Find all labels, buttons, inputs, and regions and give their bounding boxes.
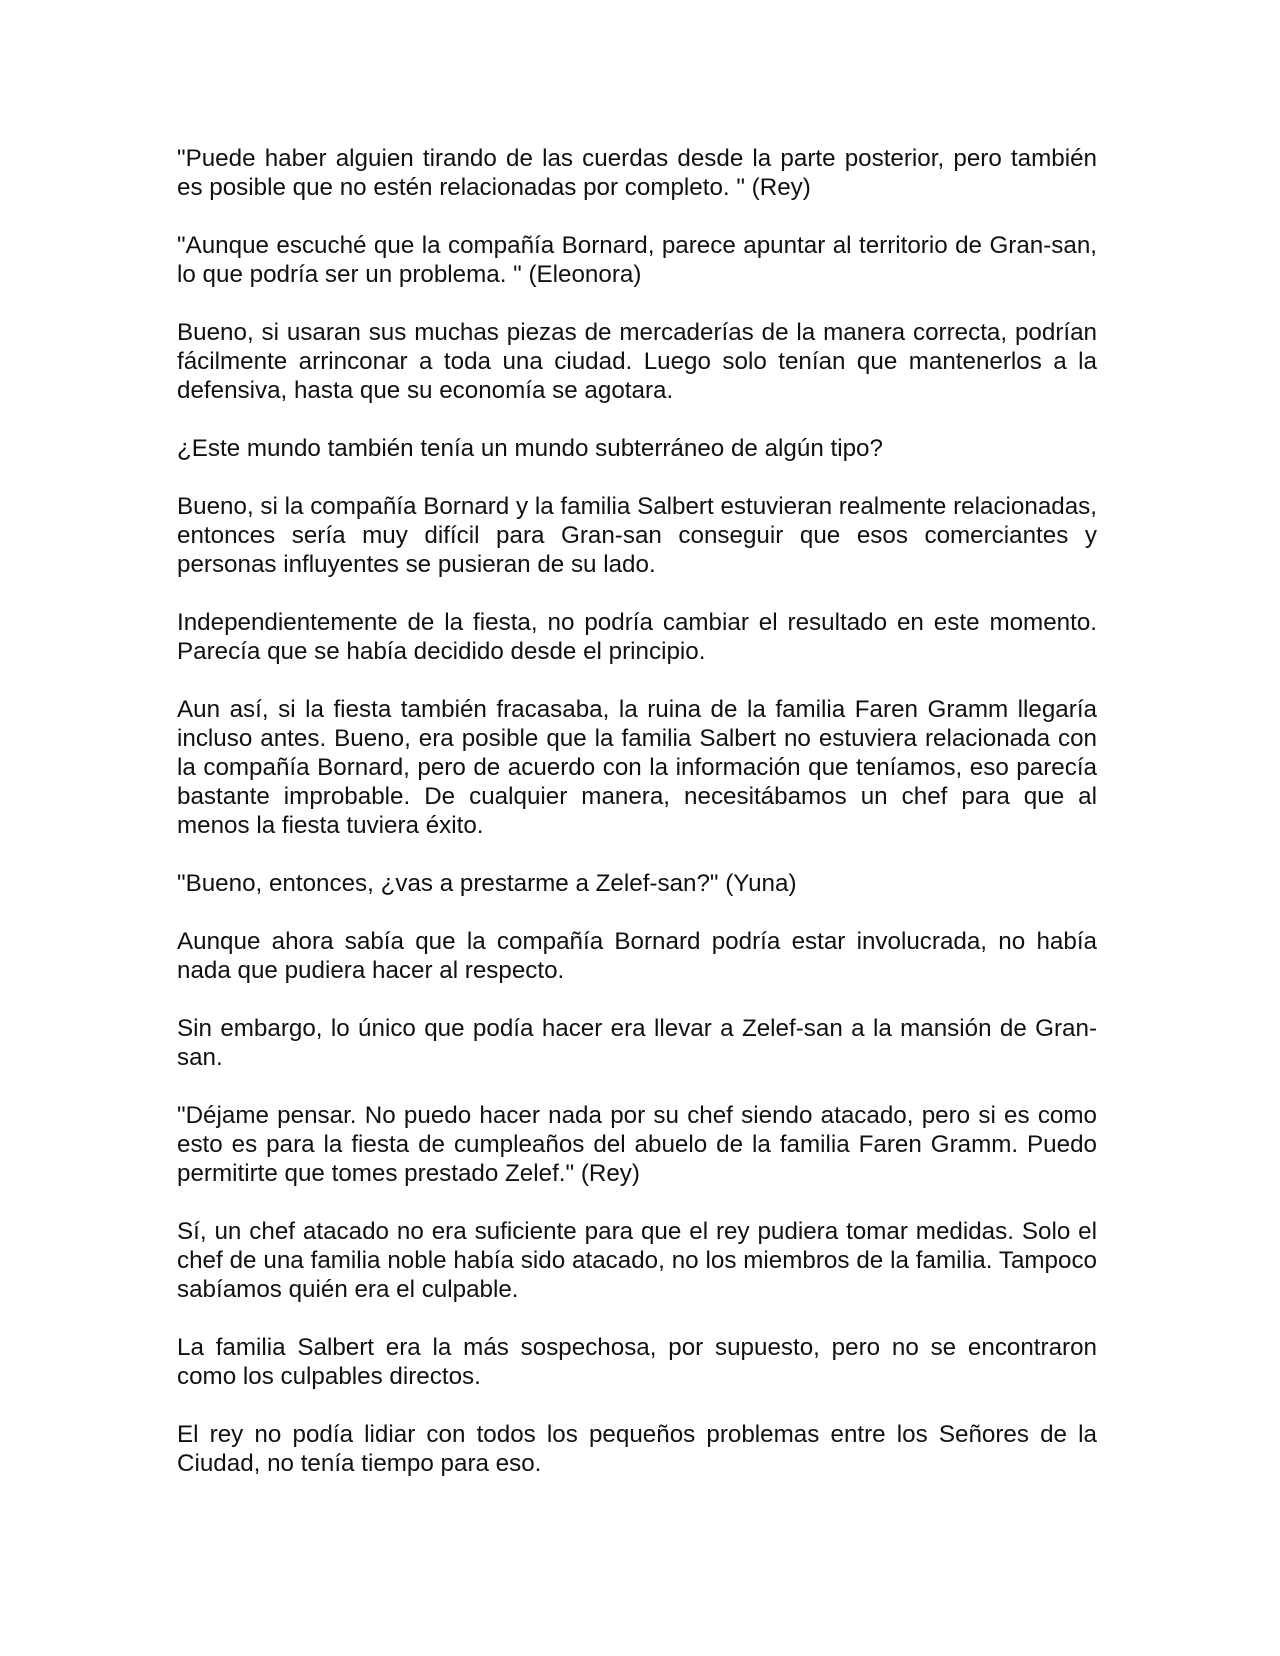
document-page [177,144,1097,1507]
paragraph: El rey no podía lidiar con todos los pequeños problemas entre los Señores de la Ciudad, no tenía tiempo para eso. [177,1421,1097,1477]
paragraph: Independientemente de la fiesta, no podría cambiar el resultado en este momento. Parecía que se había decidido desde el principio. [177,609,1097,665]
paragraph: Aunque ahora sabía que la compañía Bornard podría estar involucrada, no había nada que pudiera hacer al respecto. [177,928,1097,984]
paragraph: ¿Este mundo también tenía un mundo subterráneo de algún tipo? [177,435,883,462]
paragraph: "Bueno, entonces, ¿vas a prestarme a Zelef-san?" (Yuna) [177,870,797,897]
paragraph: Bueno, si usaran sus muchas piezas de mercaderías de la manera correcta, podrían fácilmente arrinconar a toda una ciudad. Luego solo tenían que mantenerlos a la defensiva, hasta que su economía se agotara. [177,319,1097,404]
paragraph: La familia Salbert era la más sospechosa, por supuesto, pero no se encontraron como los culpables directos. [177,1334,1097,1390]
paragraph: Aun así, si la fiesta también fracasaba, la ruina de la familia Faren Gramm llegaría incluso antes. Bueno, era posible que la familia Salbert no estuviera relacionada con la compañía Bornard, pero de acuerdo con la información que teníamos, eso parecía bastante improbable. De cualquier manera, necesitábamos un chef para que al menos la fiesta tuviera éxito. [177,696,1097,839]
paragraph: Sin embargo, lo único que podía hacer era llevar a Zelef-san a la mansión de Gran-san. [177,1015,1097,1071]
paragraph: "Puede haber alguien tirando de las cuerdas desde la parte posterior, pero también es posible que no estén relacionadas por completo. " (Rey) [177,145,1097,201]
paragraph: Sí, un chef atacado no era suficiente para que el rey pudiera tomar medidas. Solo el chef de una familia noble había sido atacado, no los miembros de la familia. Tampoco sabíamos quién era el culpable. [177,1218,1097,1303]
paragraph: "Déjame pensar. No puedo hacer nada por su chef siendo atacado, pero si es como esto es para la fiesta de cumpleaños del abuelo de la familia Faren Gramm. Puedo permitirte que tomes prestado Zelef." (Rey) [177,1102,1097,1187]
paragraph: "Aunque escuché que la compañía Bornard, parece apuntar al territorio de Gran-san, lo que podría ser un problema. " (Eleonora) [177,232,1097,288]
paragraph: Bueno, si la compañía Bornard y la familia Salbert estuvieran realmente relacionadas, entonces sería muy difícil para Gran-san conseguir que esos comerciantes y personas influyentes se pusieran de su lado. [177,493,1097,578]
